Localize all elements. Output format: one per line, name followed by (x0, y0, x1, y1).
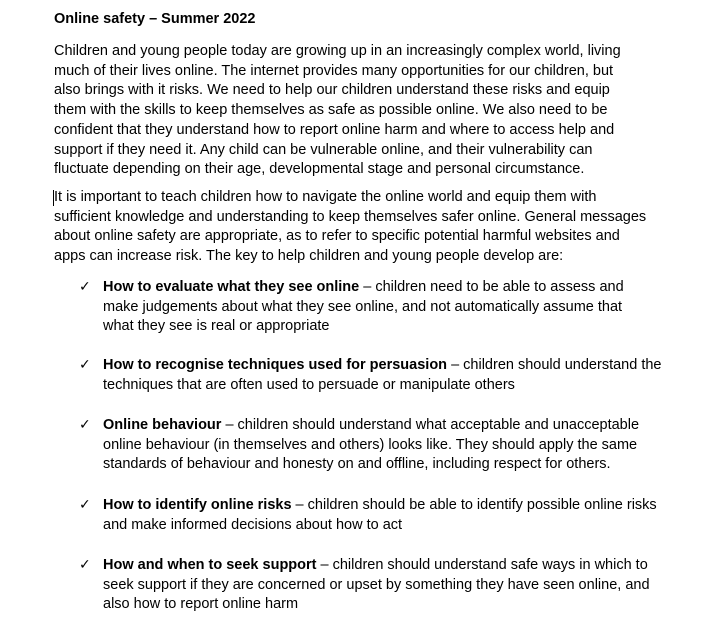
bullet-text (103, 356, 683, 395)
paragraph-line: fluctuate depending on their age, developmental stage and personal circumstance. (54, 161, 585, 178)
bullet-line: make judgements about what they see online, and not automatically assume that (103, 298, 623, 315)
bullet-line: – children should understand what acceptable and unacceptable (221, 417, 640, 433)
check-mark-icon: ✓ (79, 497, 91, 513)
document-title: Online safety – Summer 2022 (54, 11, 256, 27)
bullet-line: techniques that are often used to persuade or manipulate others (103, 376, 515, 393)
bullet-text (103, 416, 683, 475)
check-mark-icon: ✓ (79, 279, 91, 295)
bullet-line: standards of behaviour and honesty on and offline, including respect for others. (103, 456, 611, 473)
bullet-line: and make informed decisions about how to act (103, 516, 403, 533)
intro-paragraph (54, 42, 674, 180)
bullet-line: – children should understand safe ways in which to (316, 557, 648, 573)
bullet-text (103, 496, 683, 535)
bullet-line: what they see is real or appropriate (103, 318, 330, 335)
bullet-heading: Online behaviour (103, 417, 222, 433)
bullet-line: online behaviour (in themselves and others) looks like. They should apply the same (103, 436, 638, 453)
paragraph-line: confident that they understand how to report online harm and where to access help and (54, 121, 615, 138)
bullet-heading: How to evaluate what they see online (103, 279, 360, 295)
paragraph-line: support if they need it. Any child can be vulnerable online, and their vulnerability can (54, 141, 593, 158)
paragraph-line: much of their lives online. The internet provides many opportunities for our children, but (54, 62, 614, 79)
bullet-heading: How to identify online risks (103, 497, 292, 513)
bullet-text (103, 556, 683, 615)
paragraph-line: them with the skills to keep themselves as safe as possible online. We also need to be (54, 102, 608, 119)
paragraph-line: apps can increase risk. The key to help children and young people develop are: (54, 248, 564, 265)
check-mark-icon: ✓ (79, 357, 91, 373)
bullet-line: also how to report online harm (103, 596, 299, 613)
bullet-line: seek support if they are concerned or upset by something they have seen online, and (103, 576, 650, 593)
bullet-heading: How to recognise techniques used for persuasion (103, 357, 448, 373)
bullet-heading: How and when to seek support (103, 557, 317, 573)
paragraph-line: Children and young people today are growing up in an increasingly complex world, living (54, 43, 621, 59)
bullet-line: – children should understand the (447, 357, 662, 373)
paragraph-line: also brings with it risks. We need to help our children understand these risks and equip (54, 82, 610, 99)
paragraph-line: about online safety are appropriate, as to refer to specific potential harmful websites and (54, 228, 620, 245)
key-skills-paragraph (54, 188, 674, 267)
bullet-text (103, 278, 683, 337)
paragraph-line: It is important to teach children how to navigate the online world and equip them with (54, 189, 597, 205)
check-mark-icon: ✓ (79, 557, 91, 573)
check-mark-icon: ✓ (79, 417, 91, 433)
bullet-line: – children need to be able to assess and (359, 279, 624, 295)
paragraph-line: sufficient knowledge and understanding to keep themselves safer online. General messages (54, 208, 647, 225)
bullet-line: – children should be able to identify possible online risks (291, 497, 657, 513)
